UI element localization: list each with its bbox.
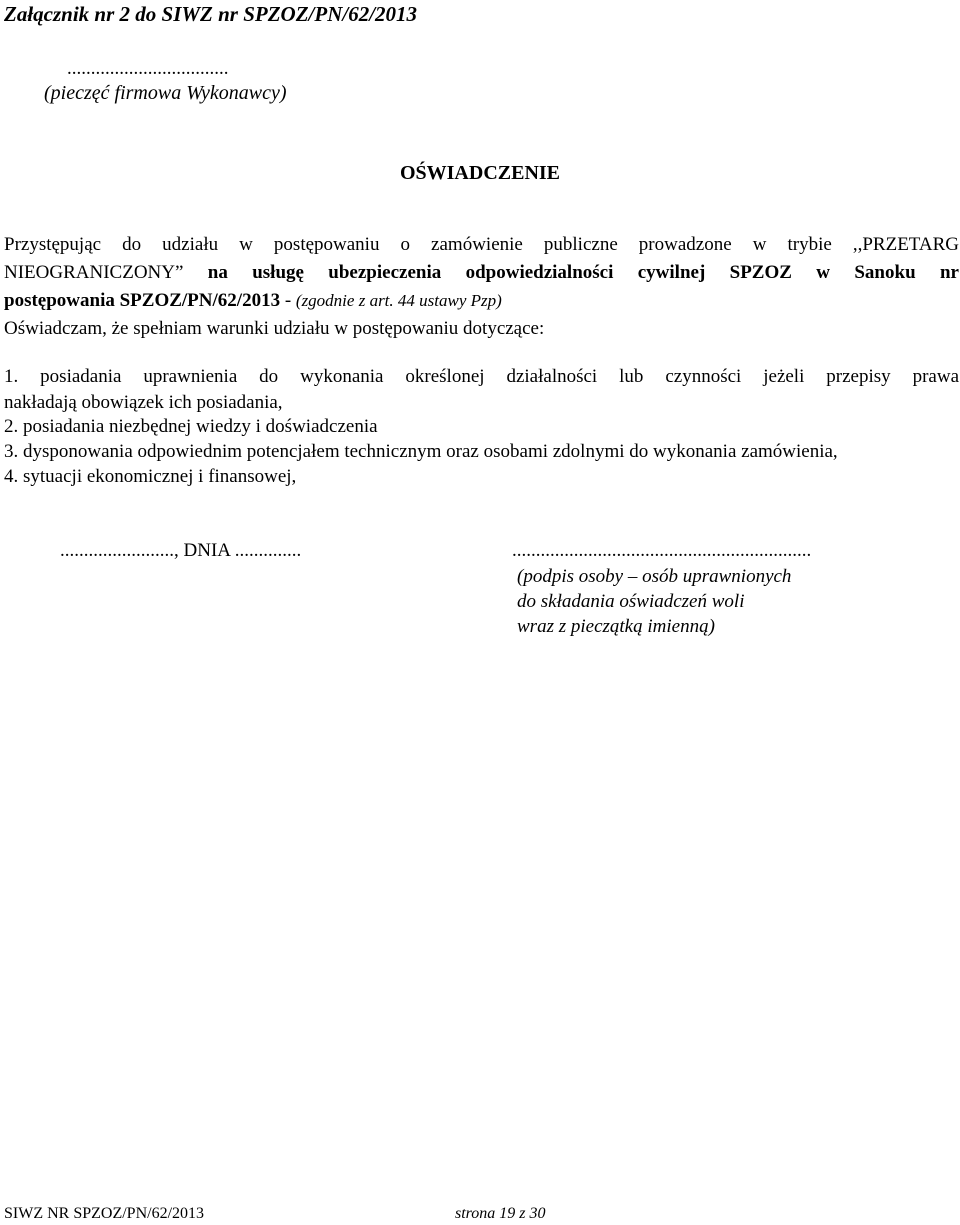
intro-line-3-bold: postępowania SPZOZ/PN/62/2013 [4,290,281,311]
signature-caption-1: (podpis osoby – osób uprawnionych [517,566,792,587]
condition-2: 2. posiadania niezbędnej wiedzy i doświadczenia [4,416,378,437]
footer-document-id: SIWZ NR SPZOZ/PN/62/2013 [4,1205,205,1222]
intro-line-1: Przystępując do udziału w postępowaniu o zamówienie publiczne prowadzone w trybie ,,PRZETARG [4,234,959,255]
footer-page-number: strona 19 z 30 [455,1205,546,1222]
intro-line-2 [4,262,959,284]
intro-line-2-normal: NIEOGRANICZONY” [4,262,184,283]
condition-1-line-2: nakładają obowiązek ich posiadania, [4,392,283,413]
document-header: Załącznik nr 2 do SIWZ nr SPZOZ/PN/62/2013 [4,2,418,26]
place-date-field: ........................, DNIA .............. [60,540,302,561]
intro-line-2-bold: na usługę ubezpieczenia odpowiedzialności cywilnej SPZOZ w Sanoku nr [207,262,959,283]
signature-dots: ............................................................... [512,540,812,561]
stamp-dots: .................................. [67,58,229,79]
document-title: OŚWIADCZENIE [399,162,561,184]
intro-line-3 [4,290,959,312]
condition-3: 3. dysponowania odpowiednim potencjałem technicznym oraz osobami zdolnymi do wykonania zamówienia, [4,441,838,462]
intro-line-3-italic: (zgodnie z art. 44 ustawy Pzp) [295,291,502,310]
intro-line-3-sep: - [280,290,296,311]
intro-line-4: Oświadczam, że spełniam warunki udziału w postępowaniu dotyczące: [4,318,545,339]
condition-4: 4. sytuacji ekonomicznej i finansowej, [4,466,297,487]
signature-caption-3: wraz z pieczątką imienną) [517,616,715,637]
condition-1-line-1: 1. posiadania uprawnienia do wykonania określonej działalności lub czynności jeżeli przepisy prawa [4,366,959,387]
signature-caption-2: do składania oświadczeń woli [517,591,745,612]
stamp-label: (pieczęć firmowa Wykonawcy) [44,82,287,104]
